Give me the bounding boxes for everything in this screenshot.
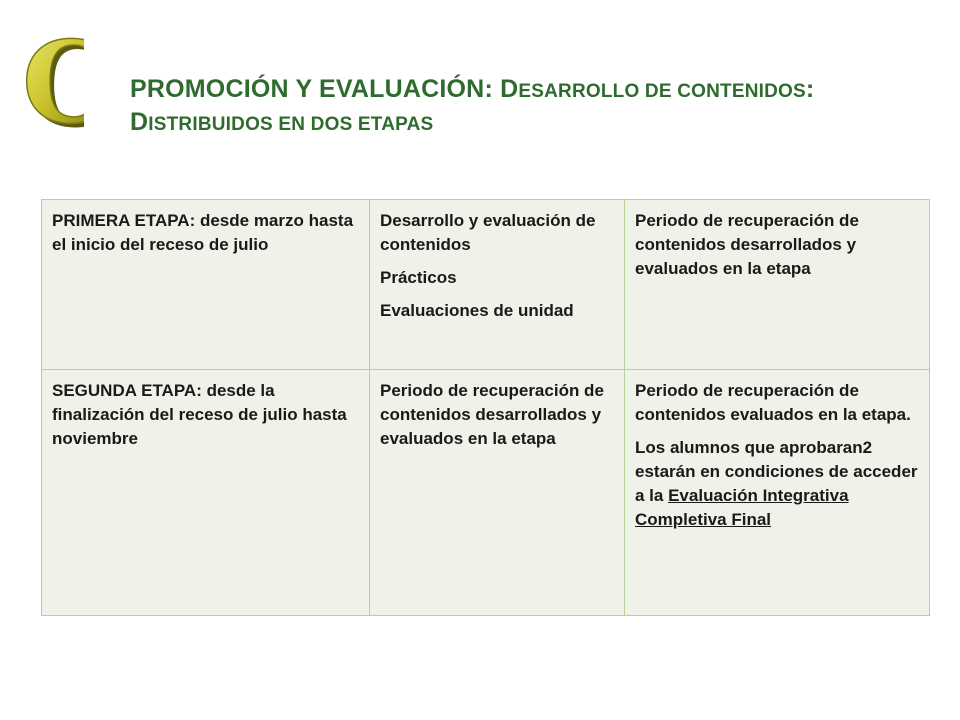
title-subtitle: ESARROLLO DE CONTENIDOS (518, 81, 806, 102)
title-line-2: DISTRIBUIDOS EN DOS ETAPAS (130, 108, 434, 136)
evaluation-link[interactable]: Evaluación Integrativa Completiva Final (635, 486, 849, 529)
stage-cell: PRIMERA ETAPA: desde marzo hasta el inicio del receso de julio (42, 200, 370, 370)
stages-table (41, 199, 930, 616)
logo-letter-shadow: C (26, 28, 84, 138)
table-row (42, 200, 930, 370)
recovery-cell: Periodo de recuperación de contenidos evaluados en la etapa. Los alumnos que aprobaran2 estarán en condiciones de acceder a la Evaluación Integrativa Completiva Final (625, 370, 930, 616)
title-main: PROMOCIÓN Y EVALUACIÓN (130, 75, 485, 103)
recovery-cell: Periodo de recuperación de contenidos desarrollados y evaluados en la etapa (625, 200, 930, 370)
page-title (130, 74, 930, 140)
stage-cell: SEGUNDA ETAPA: desde la finalización del receso de julio hasta noviembre (42, 370, 370, 616)
logo-letter: C (22, 28, 84, 138)
c-logo-icon (22, 28, 84, 138)
title-line-1: PROMOCIÓN Y EVALUACIÓN: DESARROLLO DE CONTENIDOS: (130, 75, 815, 103)
activities-cell: Desarrollo y evaluación de contenidos Prácticos Evaluaciones de unidad (370, 200, 625, 370)
activities-cell: Periodo de recuperación de contenidos desarrollados y evaluados en la etapa (370, 370, 625, 616)
table-row (42, 370, 930, 616)
